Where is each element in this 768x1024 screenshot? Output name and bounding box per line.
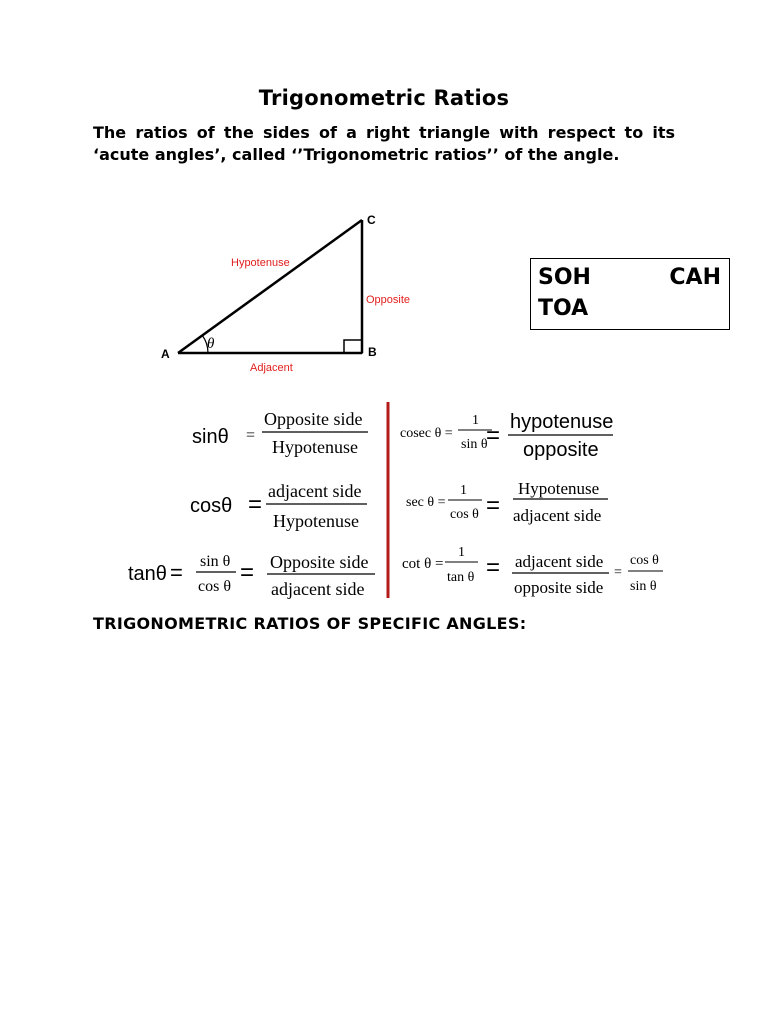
tan-eq1: = (170, 560, 183, 585)
cosec-eq: = (486, 422, 501, 449)
tan-den2: adjacent side (271, 579, 365, 599)
cot-den1: tan θ (447, 570, 475, 585)
right-triangle-diagram (150, 205, 430, 385)
cot-num1: 1 (458, 545, 465, 560)
cos-eq: = (248, 491, 263, 518)
cosec-num1: 1 (472, 413, 479, 428)
intro-paragraph: The ratios of the sides of a right triangle with respect to its ‘acute angles’, called ‘’Trigonometric ratios’’ of the angle. (93, 123, 675, 164)
cot-den2: opposite side (514, 578, 604, 597)
cot-num3: cos θ (630, 553, 659, 568)
trig-formulas-panel (120, 398, 680, 608)
sec-den2: adjacent side (513, 506, 602, 525)
sin-num: Opposite side (264, 409, 363, 429)
tan-num2: Opposite side (270, 552, 369, 572)
vertex-c: C (367, 213, 376, 227)
cos-num: adjacent side (268, 481, 362, 501)
adjacent-label: Adjacent (250, 362, 293, 374)
sin-lhs: sinθ (192, 426, 229, 448)
cosec-den1: sin θ (461, 437, 488, 452)
mnemonic-soh: SOH (538, 265, 591, 290)
cosec-lhs: cosec θ = (400, 426, 453, 441)
cosec-den2: opposite (523, 439, 599, 461)
sin-den: Hypotenuse (272, 437, 358, 457)
section-subheading: TRIGONOMETRIC RATIOS OF SPECIFIC ANGLES: (93, 614, 527, 633)
page-title: Trigonometric Ratios (258, 86, 510, 110)
cos-den: Hypotenuse (273, 511, 359, 531)
tan-den1: cos θ (198, 578, 231, 595)
sec-eq: = (486, 492, 501, 519)
cot-num2: adjacent side (515, 552, 604, 571)
sec-lhs: sec θ = (406, 495, 446, 510)
vertex-a: A (161, 347, 170, 361)
cot-lhs: cot θ = (402, 556, 444, 572)
cosec-num2: hypotenuse (510, 411, 614, 433)
soh-cah-toa-box (530, 258, 730, 330)
tan-eq2: = (240, 559, 255, 586)
tan-num1: sin θ (200, 553, 231, 570)
vertex-b: B (368, 345, 377, 359)
sin-eq: = (246, 427, 256, 444)
opposite-label: Opposite (366, 294, 411, 306)
right-angle-marker (344, 340, 362, 353)
cot-den3: sin θ (630, 579, 657, 594)
mnemonic-cah: CAH (669, 265, 721, 290)
hypotenuse-label: Hypotenuse (231, 257, 290, 269)
sec-num1: 1 (460, 483, 467, 498)
hypotenuse-side (178, 220, 362, 353)
cos-lhs: cosθ (190, 495, 233, 517)
tan-lhs: tanθ (128, 563, 167, 585)
mnemonic-toa: TOA (538, 296, 589, 321)
cot-eq: = (486, 554, 501, 581)
sec-num2: Hypotenuse (518, 479, 600, 498)
sec-den1: cos θ (450, 507, 479, 522)
cot-eq2: = (614, 565, 622, 580)
angle-theta: θ (207, 336, 215, 352)
